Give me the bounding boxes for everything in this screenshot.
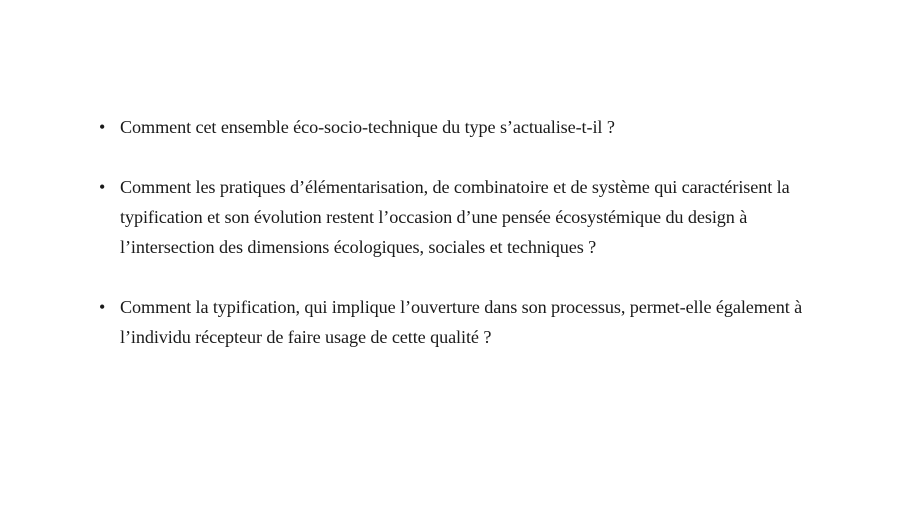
bullet-dot-icon: • <box>99 177 106 197</box>
bullet-dot-icon: • <box>99 297 106 317</box>
bullet-item <box>98 112 818 142</box>
bullet-dot-icon: • <box>99 117 106 137</box>
bullet-list <box>98 112 818 382</box>
bullet-item <box>98 292 818 352</box>
bullet-item <box>98 172 818 262</box>
bullet-text: Comment les pratiques d’élémentarisation, de combinatoire et de système qui caractérisent la typification et son évolution restent l’occasion d’une pensée écosystémique du design à l’intersection des dimensions écologiques, sociales et techniques ? <box>120 177 790 257</box>
bullet-text: Comment la typification, qui implique l’ouverture dans son processus, permet-elle également à l’individu récepteur de faire usage de cette qualité ? <box>120 297 803 347</box>
bullet-text: Comment cet ensemble éco-socio-technique du type s’actualise-t-il ? <box>120 117 615 137</box>
